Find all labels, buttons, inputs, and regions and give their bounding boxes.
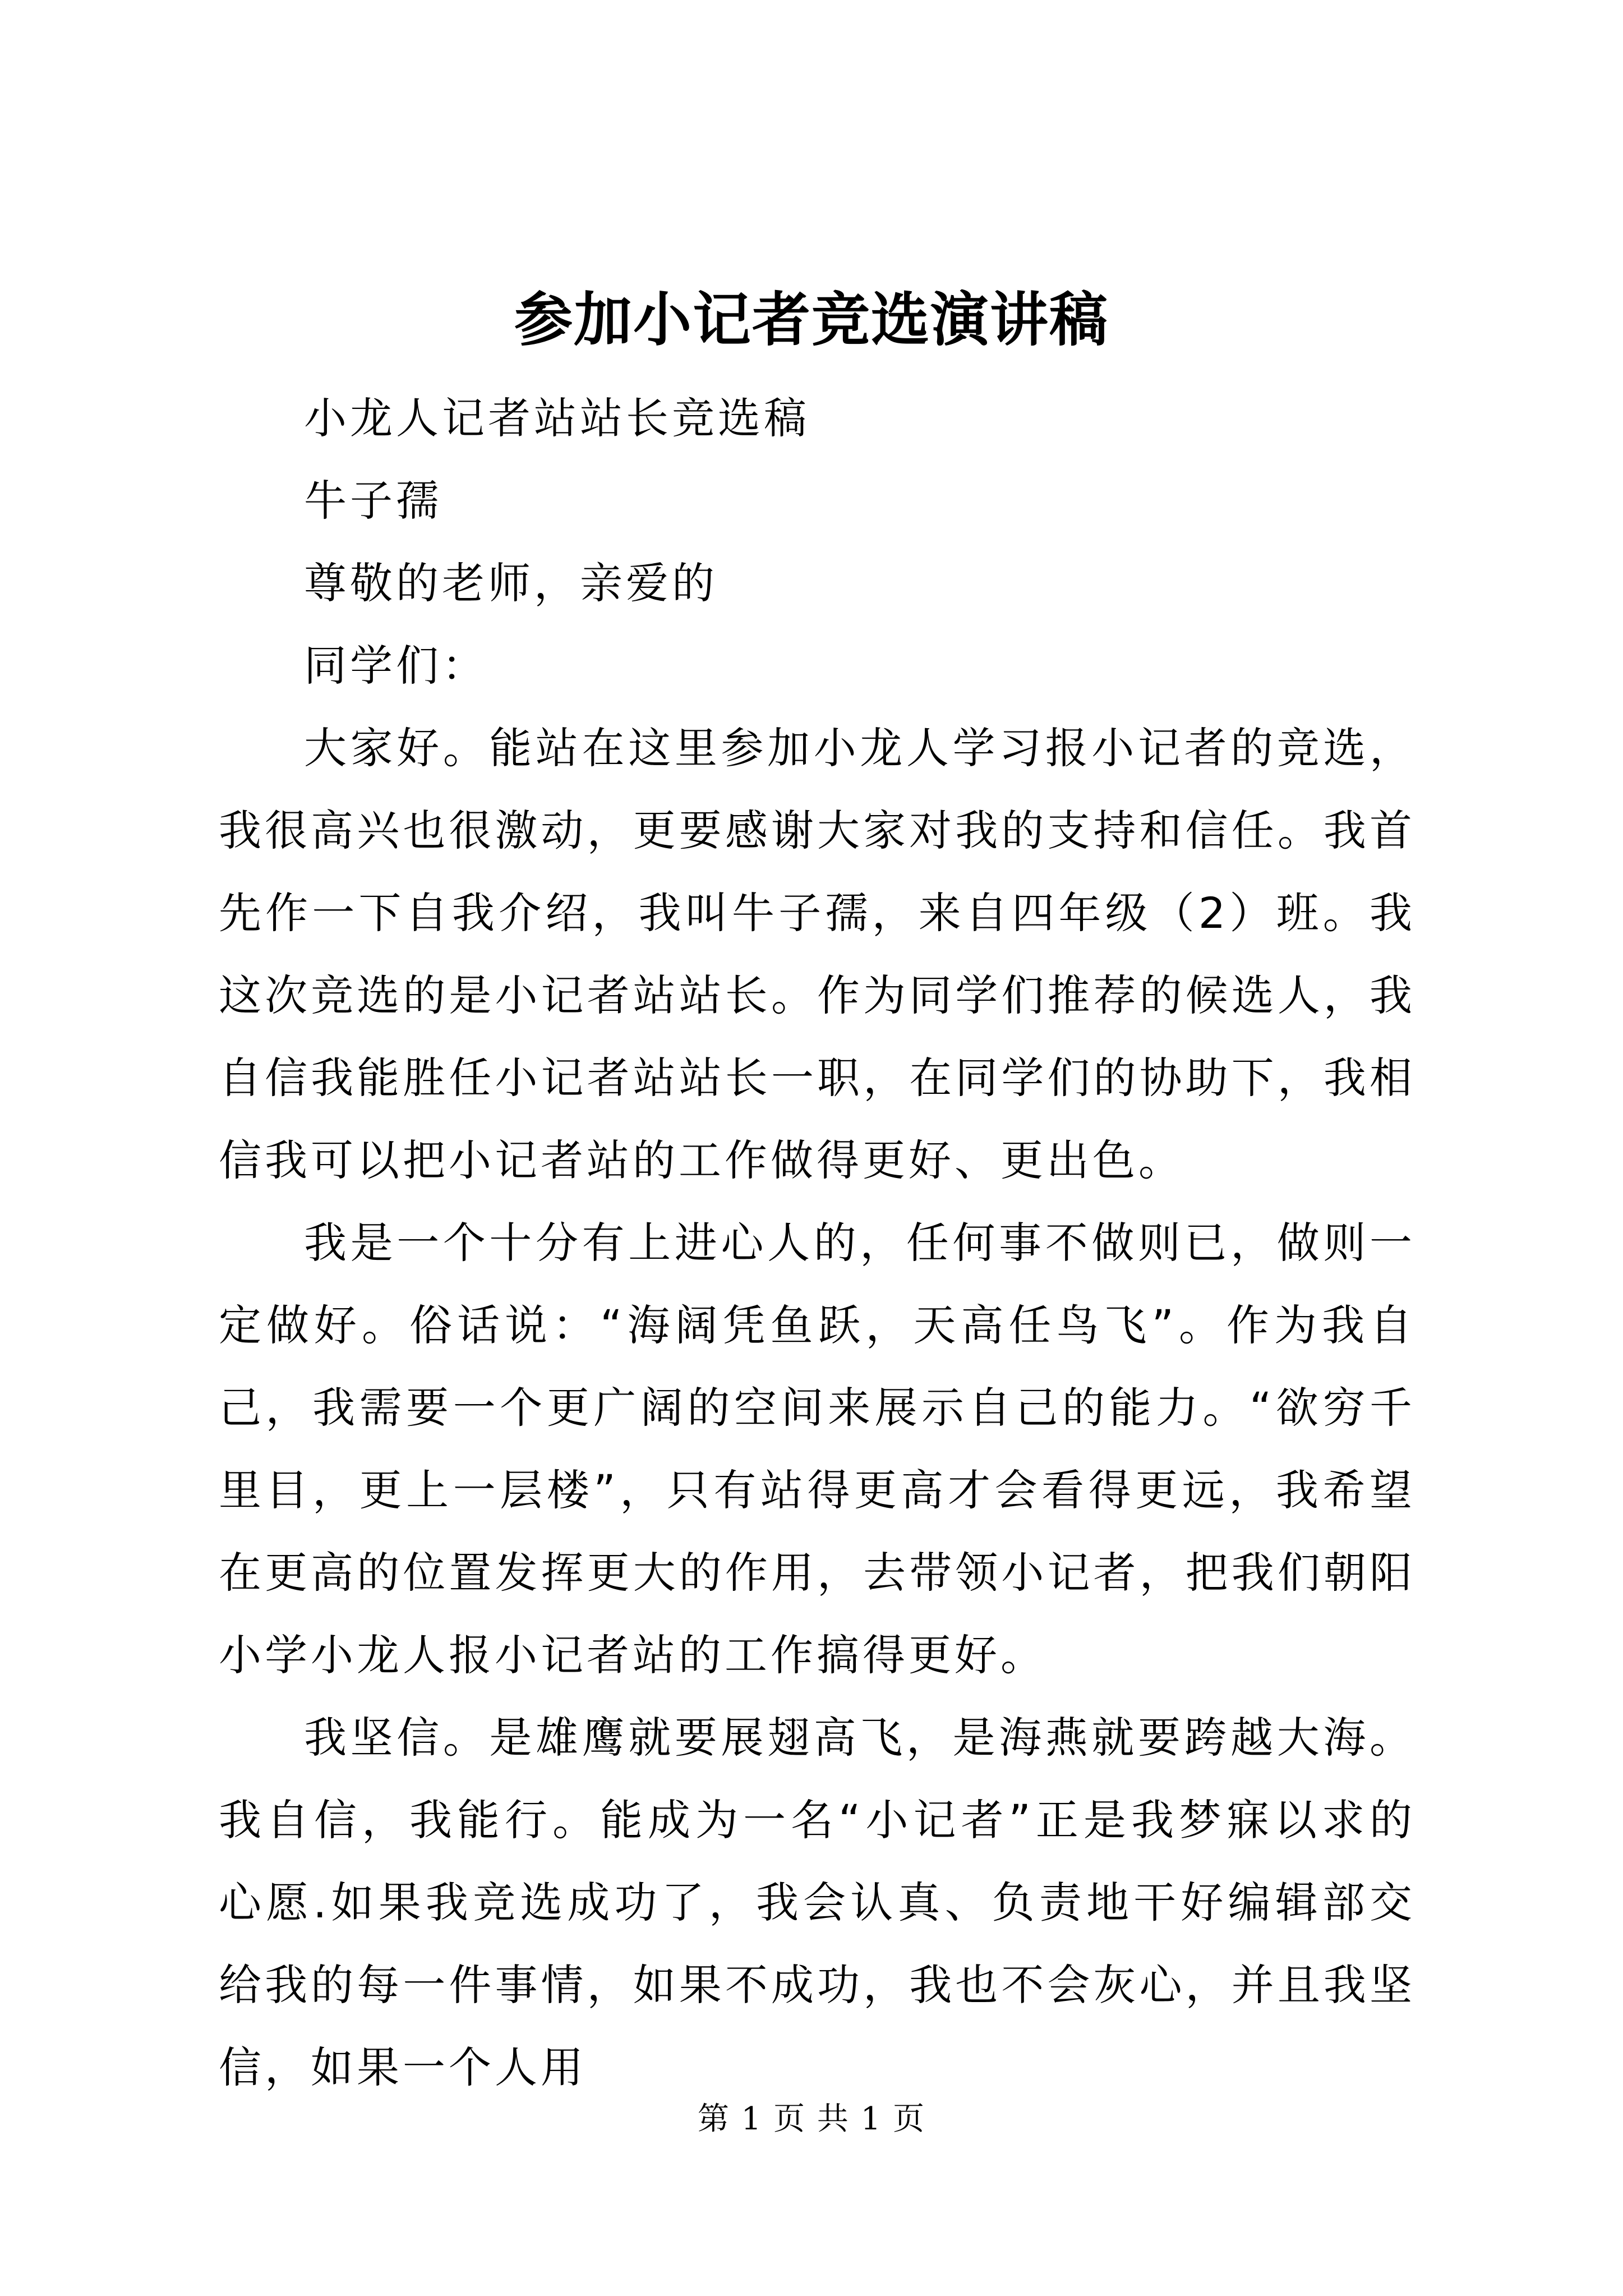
body-paragraph: 大家好。能站在这里参加小龙人学习报小记者的竞选，我很高兴也很激动，更要感谢大家对我的支持和信任。我首先作一下自我介绍，我叫牛子孺，来自四年级（2）班。我这次竞选的是小记者站站长。作为同学们推荐的候选人，我自信我能胜任小记者站站长一职，在同学们的协助下，我相信我可以把小记者站的工作做得更好、更出色。 xyxy=(219,723,1415,1185)
greeting-line: 同学们： xyxy=(304,641,488,691)
document-body xyxy=(219,377,1415,2109)
subtitle-line: 小龙人记者站站长竞选稿 xyxy=(304,393,810,443)
body-paragraph: 我是一个十分有上进心人的，任何事不做则已，做则一定做好。俗话说：“海阔凭鱼跃，天高任鸟飞”。作为我自己，我需要一个更广阔的空间来展示自己的能力。“欲穷千里目，更上一层楼”，只有站得更高才会看得更远，我希望在更高的位置发挥更大的作用，去带领小记者，把我们朝阳小学小龙人报小记者站的工作搞得更好。 xyxy=(219,1218,1415,1680)
page-footer: 第 1 页 共 1 页 xyxy=(697,2101,926,2137)
greeting-line: 尊敬的老师，亲爱的 xyxy=(304,558,718,608)
body-paragraph: 我坚信。是雄鹰就要展翅高飞，是海燕就要跨越大海。我自信，我能行。能成为一名“小记者”正是我梦寐以求的心愿.如果我竞选成功了，我会认真、负责地干好编辑部交给我的每一件事情，如果不成功，我也不会灰心，并且我坚信，如果一个人用 xyxy=(219,1713,1415,2092)
author-line: 牛子孺 xyxy=(304,476,442,526)
document-title: 参加小记者竞选演讲稿 xyxy=(514,285,1109,354)
